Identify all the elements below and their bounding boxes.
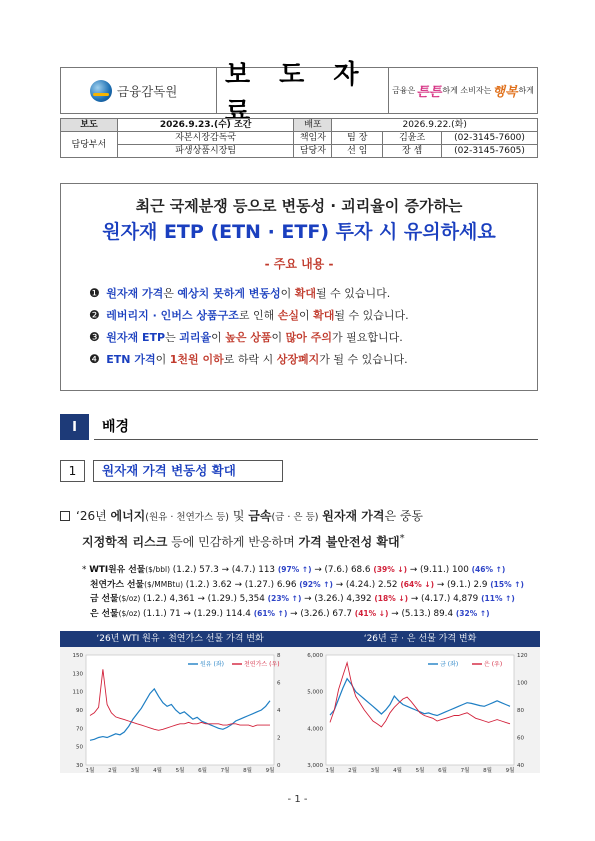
note-unit: ($/MMBtu) <box>144 579 183 589</box>
point-text: 될 수 있습니다. <box>316 287 391 300</box>
note-pct: (97% ↑) <box>277 565 312 574</box>
distribution-value: 2026.9.22.(화) <box>332 119 538 132</box>
note-pct: (11% ↑) <box>481 594 515 603</box>
body-text: 은 중동 <box>384 509 424 523</box>
note-pct: (61% ↑) <box>253 608 288 618</box>
y-tick-label-left: 50 <box>76 744 83 751</box>
note-pct: (64% ↓) <box>400 579 435 589</box>
note-text: (1.1.) 71 → (1.29.) 114.4 <box>140 608 254 619</box>
section-title: 배경 <box>94 414 538 440</box>
note-pct: (92% ↑) <box>299 579 333 589</box>
key-point-4 <box>89 351 409 373</box>
point-text: 확대 <box>294 287 317 300</box>
y-tick-label-left: 150 <box>72 653 83 659</box>
page-number: - 1 - <box>287 794 308 805</box>
y-tick-label-right: 0 <box>277 763 281 769</box>
point-text: 가 될 수 있습니다. <box>319 353 408 366</box>
x-tick-label: 4월 <box>153 768 162 773</box>
body-line-2 <box>60 528 540 553</box>
body-text: 지정학적 리스크 <box>82 535 168 549</box>
note-pct: (18% ↓) <box>374 594 409 603</box>
document-title: 보 도 자 료 <box>217 68 389 113</box>
contact-title: 선 임 <box>332 145 383 158</box>
note-pct: (23% ↑) <box>267 594 302 603</box>
note-row <box>82 607 524 622</box>
release-row <box>61 119 538 132</box>
legend-label: 금 (좌) <box>440 661 459 668</box>
y-tick-label-right: 60 <box>517 735 524 742</box>
note-pct: (15% ↑) <box>490 579 524 589</box>
y-tick-label-right: 4 <box>277 708 281 714</box>
x-tick-label: 2월 <box>348 768 357 773</box>
note-pct: (39% ↓) <box>373 565 408 574</box>
body-text: 금속 <box>248 509 272 523</box>
note-name: 금 선물 <box>90 594 119 604</box>
gold-silver-chart <box>300 631 540 773</box>
key-point-2 <box>89 307 409 329</box>
y-tick-label-left: 110 <box>72 689 83 696</box>
note-text: → (3.26.) 67.7 <box>287 608 355 619</box>
point-text: 손실 <box>277 309 299 322</box>
note-text: (1.2.) 3.62 → (1.27.) 6.96 <box>183 579 300 590</box>
note-unit: ($/oz) <box>118 594 141 603</box>
x-tick-label: 4월 <box>393 768 402 773</box>
slogan-part: 하게 <box>518 86 534 95</box>
summary-box <box>60 183 538 391</box>
slogan-emphasis: 행복 <box>492 85 518 100</box>
note-name: 천연가스 선물 <box>90 579 145 590</box>
x-tick-label: 6월 <box>198 768 207 773</box>
y-tick-label-left: 5,000 <box>307 689 323 696</box>
chart-plot <box>60 647 300 773</box>
contact-name: 장 셈 <box>383 145 442 158</box>
point-text: 이 <box>271 331 286 344</box>
slogan-part: 금융은 <box>392 86 416 95</box>
key-points-list <box>89 285 409 373</box>
point-text: 이 <box>211 331 226 344</box>
sub-headline: 최근 국제분쟁 등으로 변동성 · 괴리율이 증가하는 <box>135 197 463 215</box>
x-tick-label: 6월 <box>438 768 447 773</box>
body-text: 에너지 <box>110 509 146 523</box>
note-prefix: * <box>82 565 90 575</box>
department-line2: 파생상품시장팀 <box>117 145 294 158</box>
department-label: 담당부서 <box>61 132 118 158</box>
point-text: 괴리율 <box>179 331 212 344</box>
responsible-phone: (02-3145-7600) <box>442 132 538 145</box>
globe-logo-icon <box>90 80 112 102</box>
note-unit: ($/oz) <box>118 608 141 618</box>
y-tick-label-right: 40 <box>517 763 524 769</box>
note-name: 은 선물 <box>90 608 119 619</box>
note-text: → (4.17.) 4,879 <box>408 594 482 604</box>
note-text: → (4.24.) 2.52 <box>332 579 401 590</box>
key-point-1 <box>89 285 409 307</box>
release-info-table <box>60 118 538 158</box>
point-number-icon: ❷ <box>89 308 100 322</box>
x-tick-label: 9월 <box>505 768 515 773</box>
note-pct: (32% ↑) <box>455 608 490 618</box>
oil-gas-chart <box>60 631 300 773</box>
x-tick-label: 2월 <box>108 768 117 773</box>
legend-label: 은 (우) <box>484 661 503 668</box>
legend-label: 원유 (좌) <box>200 661 224 668</box>
footnote-marker: * <box>399 533 405 544</box>
responsible-name: 김윤조 <box>383 132 442 145</box>
note-text: → (9.1.) 2.9 <box>434 579 491 590</box>
note-row <box>82 563 524 578</box>
y-tick-label-left: 130 <box>72 671 83 678</box>
point-text: 될 수 있습니다. <box>334 309 409 322</box>
point-text: 가 필요합니다. <box>332 331 403 344</box>
x-tick-label: 5월 <box>415 768 425 773</box>
y-tick-label-left: 4,000 <box>307 726 323 733</box>
distribution-label: 배포 <box>294 119 332 132</box>
point-text: 많아 주의 <box>285 331 333 344</box>
point-text: ETN 가격 <box>106 353 156 366</box>
x-tick-label: 5월 <box>175 768 185 773</box>
body-text: 및 <box>229 509 249 523</box>
note-text: → (3.26.) 4,392 <box>301 594 375 604</box>
org-name: 금융감독원 <box>117 83 178 99</box>
chart-plot <box>300 647 540 773</box>
release-value: 2026.9.23.(수) 조간 <box>117 119 294 132</box>
point-text: 원자재 ETP <box>106 331 166 344</box>
slogan <box>389 68 537 113</box>
point-text: 높은 상품 <box>225 331 272 344</box>
slogan-part: 하게 소비자는 <box>442 86 492 95</box>
body-text: 원자재 가격 <box>322 509 385 523</box>
note-text: → (9.11.) 100 <box>407 565 472 575</box>
responsible-row <box>61 132 538 145</box>
note-text: (1.2.) 57.3 → (4.7.) 113 <box>170 565 278 575</box>
note-row <box>82 578 524 593</box>
key-points-heading: - 주요 내용 - <box>264 257 334 271</box>
point-text: 원자재 가격 <box>106 287 164 300</box>
y-tick-label-left: 90 <box>76 708 83 714</box>
key-point-3 <box>89 329 409 351</box>
chart-title: ‘26년 WTI 원유 · 천연가스 선물 가격 변화 <box>60 631 300 647</box>
point-text: 레버리지 · 인버스 상품구조 <box>106 309 239 322</box>
note-text: → (7.6.) 68.6 <box>311 565 374 575</box>
x-tick-label: 9월 <box>265 768 275 773</box>
x-tick-label: 1월 <box>325 768 335 773</box>
body-text: (금 · 은 등) <box>271 512 319 523</box>
note-text: (1.2.) 4,361 → (1.29.) 5,354 <box>140 594 268 604</box>
body-text: ‘26년 <box>76 509 111 523</box>
contact-phone: (02-3145-7605) <box>442 145 538 158</box>
x-tick-label: 8월 <box>243 768 252 773</box>
point-number-icon: ❶ <box>89 286 100 300</box>
note-pct: (46% ↑) <box>471 565 506 574</box>
x-tick-label: 8월 <box>483 768 492 773</box>
body-text: 등에 민감하게 반응하며 <box>167 535 299 549</box>
y-tick-label-right: 80 <box>517 708 524 714</box>
y-tick-label-right: 120 <box>517 653 528 659</box>
note-name: WTI원유 선물 <box>89 565 146 575</box>
y-tick-label-right: 2 <box>277 735 281 742</box>
x-tick-label: 7월 <box>220 768 230 773</box>
main-headline: 원자재 ETP (ETN · ETF) 투자 시 유의하세요 <box>102 221 496 243</box>
x-tick-label: 3월 <box>370 768 380 773</box>
price-notes <box>82 563 524 621</box>
point-text: 은 <box>163 287 178 300</box>
responsible-title: 팀 장 <box>332 132 383 145</box>
legend-label: 천연가스 (우) <box>244 661 280 668</box>
y-tick-label-right: 8 <box>277 653 281 659</box>
body-line-1 <box>60 506 540 528</box>
checkbox-bullet-icon <box>60 511 70 521</box>
slogan-emphasis: 튼튼 <box>416 85 442 100</box>
x-tick-label: 7월 <box>460 768 470 773</box>
y-tick-label-right: 100 <box>517 680 528 687</box>
subsection-number: 1 <box>60 460 85 482</box>
point-text: 1천원 이하 <box>169 353 224 366</box>
y-tick-label-left: 30 <box>76 763 83 769</box>
point-text: 이 <box>155 353 170 366</box>
point-text: 이 <box>280 287 295 300</box>
x-tick-label: 3월 <box>130 768 140 773</box>
section-number: Ⅰ <box>60 414 89 440</box>
contact-label: 담당자 <box>294 145 332 158</box>
contact-row <box>61 145 538 158</box>
point-text: 확대 <box>313 309 335 322</box>
note-text: → (5.13.) 89.4 <box>388 608 456 619</box>
department-line1: 자본시장감독국 <box>117 132 294 145</box>
subsection-title: 원자재 가격 변동성 확대 <box>93 460 283 482</box>
note-pct: (41% ↓) <box>354 608 389 618</box>
plot-area <box>326 655 514 765</box>
chart-title: ‘26년 금 · 은 선물 가격 변화 <box>300 631 540 647</box>
body-paragraph <box>60 506 540 553</box>
y-tick-label-left: 3,000 <box>307 763 323 769</box>
point-text: 예상치 못하게 변동성 <box>177 287 281 300</box>
y-tick-label-left: 70 <box>76 726 83 733</box>
point-text: 는 <box>165 331 180 344</box>
note-unit: ($/bbl) <box>145 565 170 574</box>
point-number-icon: ❹ <box>89 352 100 366</box>
y-tick-label-right: 6 <box>277 680 281 687</box>
fss-logo <box>61 68 217 113</box>
y-tick-label-left: 6,000 <box>307 653 323 659</box>
body-text: (원유 · 천연가스 등) <box>145 512 230 523</box>
point-text: 로 하락 시 <box>223 353 277 366</box>
plot-area <box>86 655 274 765</box>
body-text: 가격 불안전성 확대 <box>298 535 400 549</box>
responsible-label: 책임자 <box>294 132 332 145</box>
note-row <box>82 592 524 607</box>
x-tick-label: 1월 <box>85 768 95 773</box>
point-text: 이 <box>298 309 314 322</box>
point-text: 로 인해 <box>238 309 278 322</box>
release-label: 보도 <box>61 119 118 132</box>
point-number-icon: ❸ <box>89 330 100 344</box>
point-text: 상장폐지 <box>276 353 320 366</box>
